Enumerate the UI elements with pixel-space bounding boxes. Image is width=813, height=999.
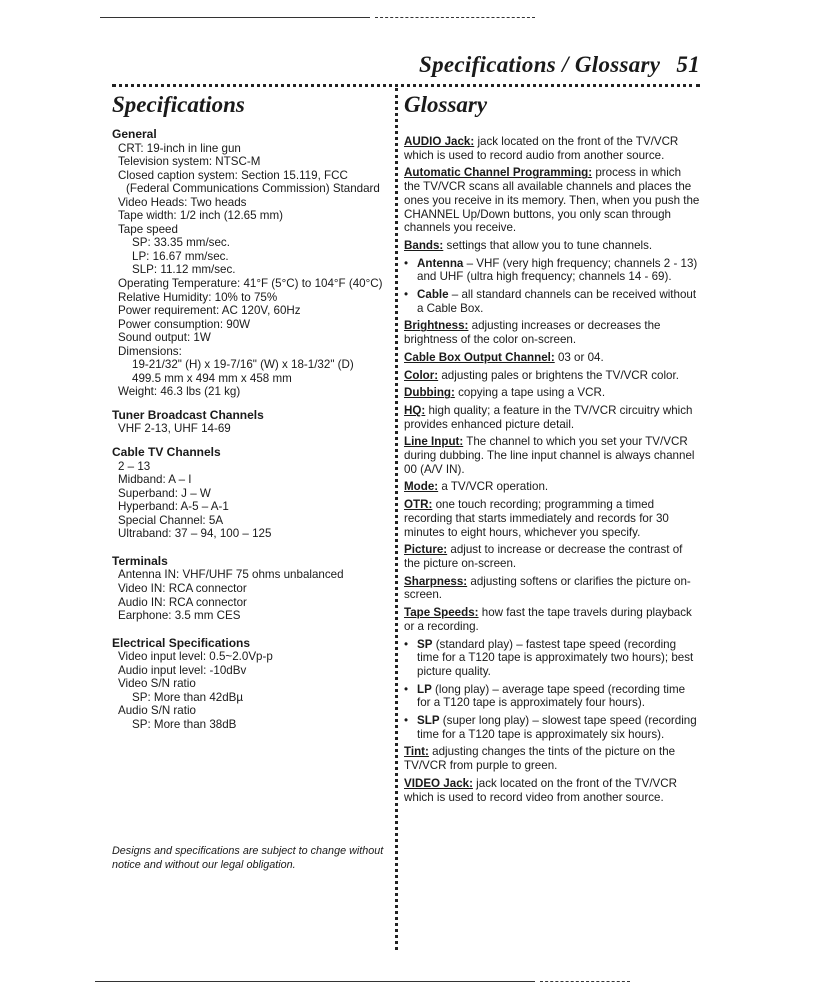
glossary-definition: how fast the tape travels during playback or a recording. [404,606,692,633]
spec-line: SLP: 11.12 mm/sec. [132,263,236,277]
glossary-term: VIDEO Jack: [404,776,473,790]
spec-line: Tape speed [118,222,178,236]
spec-line: Television system: NTSC-M [118,155,261,169]
spec-line: Midband: A – I [118,473,192,487]
spec-line: Sound output: 1W [118,331,211,345]
glossary-term: Dubbing: [404,386,455,400]
glossary-section [404,135,700,808]
spec-line: Antenna IN: VHF/UHF 75 ohms unbalanced [118,568,344,582]
top-rule-right [375,17,535,18]
glossary-bullet [404,683,700,710]
bullet-name: SP [417,637,433,651]
spec-line: Audio input level: -10dBv [118,663,247,677]
glossary-entry [404,135,700,162]
spec-line: Operating Temperature: 41°F (5°C) to 104°F (40°C) [118,277,383,291]
bullet-name: LP [417,682,432,696]
spec-line: Video IN: RCA connector [118,581,247,595]
spec-line: Power requirement: AC 120V, 60Hz [118,304,301,318]
bullet-text: (super long play) – slowest tape speed (recording time for a T120 tape is approximately six hours). [417,714,697,741]
glossary-definition: adjusting changes the tints of the picture on the TV/VCR from purple to green. [404,745,676,773]
glossary-definition: settings that allow you to tune channels. [443,238,653,252]
general-list [112,142,392,399]
header-dotted-rule [112,84,700,87]
glossary-term: Picture: [404,543,448,557]
glossary-term: Bands: [404,238,444,252]
electrical-list [112,650,392,731]
bullet-text: – VHF (very high frequency; channels 2 - 13) and UHF (ultra high frequency; channels 14 - 69). [417,256,698,284]
bottom-rule [95,981,535,982]
glossary-term: OTR: [404,498,433,512]
glossary-definition: adjusting pales or brightens the TV/VCR color. [438,368,679,382]
spec-line: Video S/N ratio [118,677,196,691]
glossary-term: Tape Speeds: [404,606,479,620]
glossary-definition: high quality; a feature in the TV/VCR circuitry which provides enhanced picture detail. [404,403,693,431]
tuner-heading: Tuner Broadcast Channels [112,407,264,422]
header-title: Specifications / Glossary [418,52,661,77]
glossary-term: Automatic Channel Programming: [404,166,593,180]
glossary-definition: 03 or 04. [554,350,604,364]
glossary-definition: adjust to increase or decrease the contrast of the picture on-screen. [404,543,683,570]
spec-line: LP: 16.67 mm/sec. [132,249,229,263]
spec-line: Earphone: 3.5 mm CES [118,609,241,623]
glossary-entry [404,386,700,400]
tuner-list [112,422,392,436]
disclaimer-note: Designs and specifications are subject to change without notice and without our legal obligation. [112,845,384,871]
glossary-term: HQ: [404,403,426,417]
glossary-entry [404,745,700,772]
cable-heading: Cable TV Channels [112,445,221,460]
spec-line: SP: More than 42dBµ [132,690,244,704]
glossary-definition: jack located on the front of the TV/VCR which is used to record audio from another source. [404,135,679,162]
glossary-definition: jack located on the front of the TV/VCR which is used to record video from another source. [404,776,678,804]
glossary-bullet [404,714,700,741]
glossary-term: AUDIO Jack: [404,135,475,148]
page-number: 51 [676,52,700,77]
glossary-entry [404,351,700,365]
spec-line: 499.5 mm x 494 mm x 458 mm [132,371,292,385]
column-divider [395,88,398,950]
glossary-entry [404,239,700,253]
spec-line: Video input level: 0.5~2.0Vp-p [118,650,273,664]
electrical-heading: Electrical Specifications [112,635,251,650]
glossary-definition: copying a tape using a VCR. [454,386,606,400]
glossary-definition: The channel to which you set your TV/VCR during dubbing. The line input channel is always channel 00 (A/V IN). [404,435,695,476]
glossary-entry [404,498,700,539]
spec-line: Closed caption system: Section 15.119, FCC [118,168,348,182]
glossary-term: Cable Box Output Channel: [404,350,555,364]
bottom-rule-right [540,981,630,982]
bullet-name: SLP [417,714,440,728]
specifications-title: Specifications [112,92,245,117]
top-rule [100,17,370,18]
bullet-text: (standard play) – fastest tape speed (recording time for a T120 tape is approximately two hours); best picture quality. [417,637,694,678]
glossary-definition: process in which the TV/VCR scans all available channels and places the ones you receive in its memory. Then, when you push the CHANNEL Up/Down buttons, you only scan through channels you receive. [404,166,700,235]
page-header [0,52,700,78]
glossary-bullet [404,638,700,679]
terminals-list [112,568,392,622]
glossary-term: Brightness: [404,319,469,333]
glossary-entry [404,480,700,494]
glossary-entry [404,404,700,431]
glossary-term: Sharpness: [404,574,468,588]
spec-line: Relative Humidity: 10% to 75% [118,290,278,304]
spec-line: VHF 2-13, UHF 14-69 [118,422,231,436]
glossary-entry [404,575,700,602]
spec-line: SP: More than 38dB [132,717,237,731]
glossary-entry [404,369,700,383]
glossary-definition: a TV/VCR operation. [438,480,549,494]
glossary-term: Tint: [404,745,429,759]
glossary-term: Mode: [404,480,439,494]
glossary-bullet [404,288,700,315]
spec-line: Weight: 46.3 lbs (21 kg) [118,385,241,399]
glossary-term: Line Input: [404,435,464,449]
glossary-entry [404,543,700,570]
bullet-text: – all standard channels can be received without a Cable Box. [417,288,697,315]
spec-line: Special Channel: 5A [118,513,224,527]
spec-line: SP: 33.35 mm/sec. [132,236,230,250]
cable-list [112,460,392,541]
bullet-text: (long play) – average tape speed (recording time for a T120 tape is approximately four hours). [417,682,686,710]
glossary-definition: adjusting softens or clarifies the picture on-screen. [404,574,691,602]
glossary-definition: adjusting increases or decreases the brightness of the color on-screen. [404,319,661,347]
spec-line: Ultraband: 37 – 94, 100 – 125 [118,527,272,541]
spec-line: Dimensions: [118,344,182,358]
terminals-heading: Terminals [112,553,168,568]
glossary-term: Color: [404,368,439,382]
spec-line: (Federal Communications Commission) Standard [126,182,380,196]
spec-line: Superband: J – W [118,486,211,500]
spec-line: Audio S/N ratio [118,704,196,718]
glossary-entry [404,319,700,346]
specifications-section [112,128,392,731]
spec-line: Tape width: 1/2 inch (12.65 mm) [118,209,283,223]
glossary-bullet [404,257,700,284]
spec-line: 19-21/32" (H) x 19-7/16" (W) x 18-1/32" (D) [132,358,354,372]
glossary-entry [404,777,700,804]
glossary-definition: one touch recording; programming a timed recording that starts immediately and records for 30 minutes to eight hours, whichever you specify. [404,498,669,539]
glossary-entry [404,435,700,476]
spec-line: Power consumption: 90W [118,317,251,331]
general-heading: General [112,127,157,141]
glossary-title: Glossary [404,92,488,117]
bullet-name: Cable [417,288,449,302]
bullet-name: Antenna [417,256,464,270]
spec-line: Video Heads: Two heads [118,195,247,209]
spec-line: Audio IN: RCA connector [118,595,247,609]
glossary-entry [404,606,700,633]
glossary-entry [404,166,700,235]
spec-line: 2 – 13 [118,459,151,473]
spec-line: Hyperband: A-5 – A-1 [118,500,229,514]
spec-line: CRT: 19-inch in line gun [118,141,241,155]
